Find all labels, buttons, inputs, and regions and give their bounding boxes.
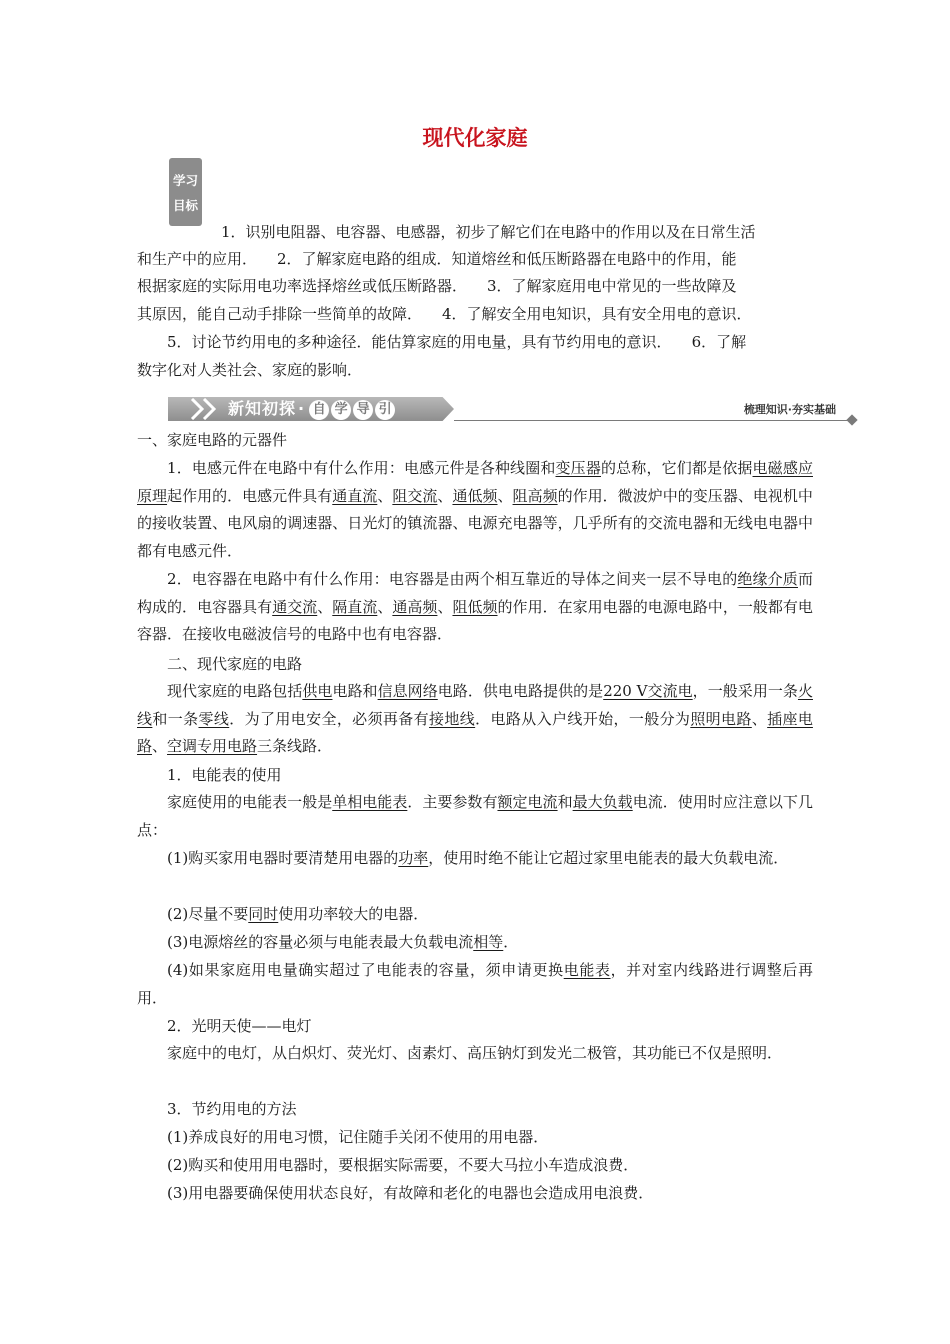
answer-blank: 绝缘介质 [737,570,798,588]
answer-blank: 最大负载 [572,793,633,811]
goal-text: 和生产中的应用． [137,250,258,268]
subheading: 2．光明天使——电灯 [167,1017,312,1035]
text: 、 [377,486,393,505]
text: 的作用．在家用电器的电源电路中，一般都有电容器．在接收电磁波信号的电路中也有电容器． [137,597,813,644]
answer-blank: 接地线 [429,709,476,728]
answer-blank: 零线 [198,709,230,728]
paragraph-lamp: 家庭中的电灯，从白炽灯、荧光灯、卤素灯、高压钠灯到发光二极管，其功能已不仅是照明． [167,1044,783,1062]
text: 电路．供电电路提供的是 [437,682,604,700]
text: (4)如果家庭用电量确实超过了电能表的容量，须申请更换 [167,961,564,979]
section-banner [168,395,858,425]
text: 、 [437,597,453,616]
text: 、 [152,737,168,756]
goal-text: 其原因，能自己动手排除一些简单的故障． [137,305,423,323]
paragraph-inductor [137,455,813,565]
answer-blank: 插座电路 [137,709,813,756]
answer-blank: 通高频 [392,597,438,616]
text: ．电路从入户线开始，一般分为 [475,709,691,728]
goal-line [137,357,362,384]
text: 的总称，它们都是依据 [600,459,753,477]
text: 的作用．微波炉中的变压器、电视机中的接收装置、电风扇的调速器、日光灯的镇流器、电源充电器等，几乎所有的交流电器和无线电电器中都有电感元件． [137,486,813,560]
answer-blank: 通低频 [452,486,498,505]
text: 、 [497,486,513,505]
list-item [137,957,813,1012]
text: ． [503,933,519,951]
answer-blank: 220 V交流电 [603,682,693,700]
section-heading: 二、现代家庭的电路 [167,655,303,673]
text: 和一条 [152,709,199,728]
chevron-right-icon [202,398,216,420]
goal-tag-line1: 学习 [172,173,198,188]
text: ，一般采用一条 [692,682,798,700]
page-title: 现代化家庭 [422,126,528,150]
text: (1)购买家用电器时要清楚用电器的 [167,849,399,867]
answer-blank: 同时 [248,905,279,923]
text: ，使用时绝不能让它超过家里电能表的最大负载电流． [428,849,789,867]
answer-blank: 额定电流 [497,793,558,811]
paragraph-circuit [137,678,813,761]
text: ．主要参数有 [407,793,498,811]
text: 、 [751,709,768,728]
text: 家庭使用的电能表一般是 [167,793,333,811]
answer-blank: 信息网络 [377,682,438,700]
section-heading: 一、家庭电路的元器件 [137,431,288,449]
answer-blank: 变压器 [555,459,601,477]
list-item [137,929,813,957]
text: 三条线路． [257,737,333,756]
paragraph-meter [137,789,813,844]
answer-blank: 阻高频 [512,486,558,505]
subheading: 1．电能表的使用 [167,766,282,784]
answer-blank: 空调专用电路 [167,737,258,756]
goal-line [137,246,737,273]
answer-blank: 通直流 [332,486,378,505]
text: 、 [437,486,453,505]
text: 2．电容器在电路中有什么作用：电容器是由两个相互靠近的导体之间夹一层不导电的 [167,570,738,588]
text: 和 [557,793,573,811]
text: 起作用的．电感元件具有 [167,486,333,505]
goal-text: 数字化对人类社会、家庭的影响． [137,361,363,379]
banner-title [228,396,395,422]
diamond-icon [846,414,857,425]
text: (3)电源熔丝的容量必须与电能表最大负载电流 [167,933,474,951]
answer-blank: 供电 [302,682,333,700]
goal-line [137,273,737,300]
answer-blank: 通交流 [272,597,318,616]
list-item: (3)用电器要确保使用状态良好，有故障和老化的电器也会造成用电浪费． [167,1184,654,1202]
text: 使用功率较大的电器． [278,905,429,923]
goal-line [221,219,756,246]
banner-main-text: 新知初探 [228,399,297,418]
text: 、 [377,597,393,616]
list-item [137,901,813,929]
text: 而构成的．电容器具有 [137,570,813,616]
text: ，并对室内线路进行调整后再用． [137,961,813,1007]
answer-blank: 电能表 [563,961,611,979]
text: 电流．使用时应注意以下几点： [137,793,813,839]
text: 现代家庭的电路包括 [167,682,303,700]
subheading: 3．节约用电的方法 [167,1100,297,1118]
goal-text: 根据家庭的实际用电功率选择熔丝或低压断路器． [137,277,468,295]
list-item: (2)购买和使用用电器时，要根据实际需要，不要大马拉小车造成浪费． [167,1156,639,1174]
answer-blank: 功率 [398,849,429,867]
goal-line [137,301,752,328]
list-item: (1)养成良好的用电习惯，记住随手关闭不使用的用电器． [167,1128,549,1146]
banner-pill: 学 [331,400,351,420]
text: ．为了用电安全，必须再备有 [229,709,430,728]
text: (2)尽量不要 [167,905,249,923]
learning-goals-tag [169,158,202,226]
goal-text: 6．了解 [691,333,747,351]
answer-blank: 阻低频 [452,597,498,616]
banner-pill: 引 [375,400,395,420]
banner-pill: 自 [309,400,329,420]
answer-blank: 阻交流 [392,486,438,505]
goal-text: 1．识别电阻器、电容器、电感器，初步了解它们在电路中的作用以及在日常生活 [221,223,756,241]
goal-text: 5．讨论节约用电的多种途径．能估算家庭的用电量，具有节约用电的意识． [167,333,672,351]
answer-blank: 火线 [137,682,813,728]
paragraph-capacitor [137,566,813,649]
text: 电路和 [332,682,378,700]
goal-text: 4．了解安全用电知识，具有安全用电的意识． [442,305,752,323]
answer-blank: 单相电能表 [332,793,408,811]
goal-line [167,329,746,356]
goal-tag-line2: 目标 [172,198,198,213]
banner-rule [454,420,852,421]
list-item [137,845,813,873]
answer-blank: 照明电路 [690,709,752,728]
text: 1．电感元件在电路中有什么作用：电感元件是各种线圈和 [167,459,556,477]
answer-blank: 隔直流 [332,597,378,616]
answer-blank: 相等 [473,933,504,951]
banner-subtitle: 梳理知识·夯实基础 [743,403,836,416]
text: 、 [317,597,333,616]
goal-text: 3．了解家庭用电中常见的一些故障及 [487,277,737,295]
banner-pill: 导 [353,400,373,420]
answer-blank: 电磁感应原理 [137,459,813,505]
banner-dot: · [298,399,306,418]
goal-text: 2．了解家庭电路的组成．知道熔丝和低压断路器在电路中的作用，能 [277,250,737,268]
